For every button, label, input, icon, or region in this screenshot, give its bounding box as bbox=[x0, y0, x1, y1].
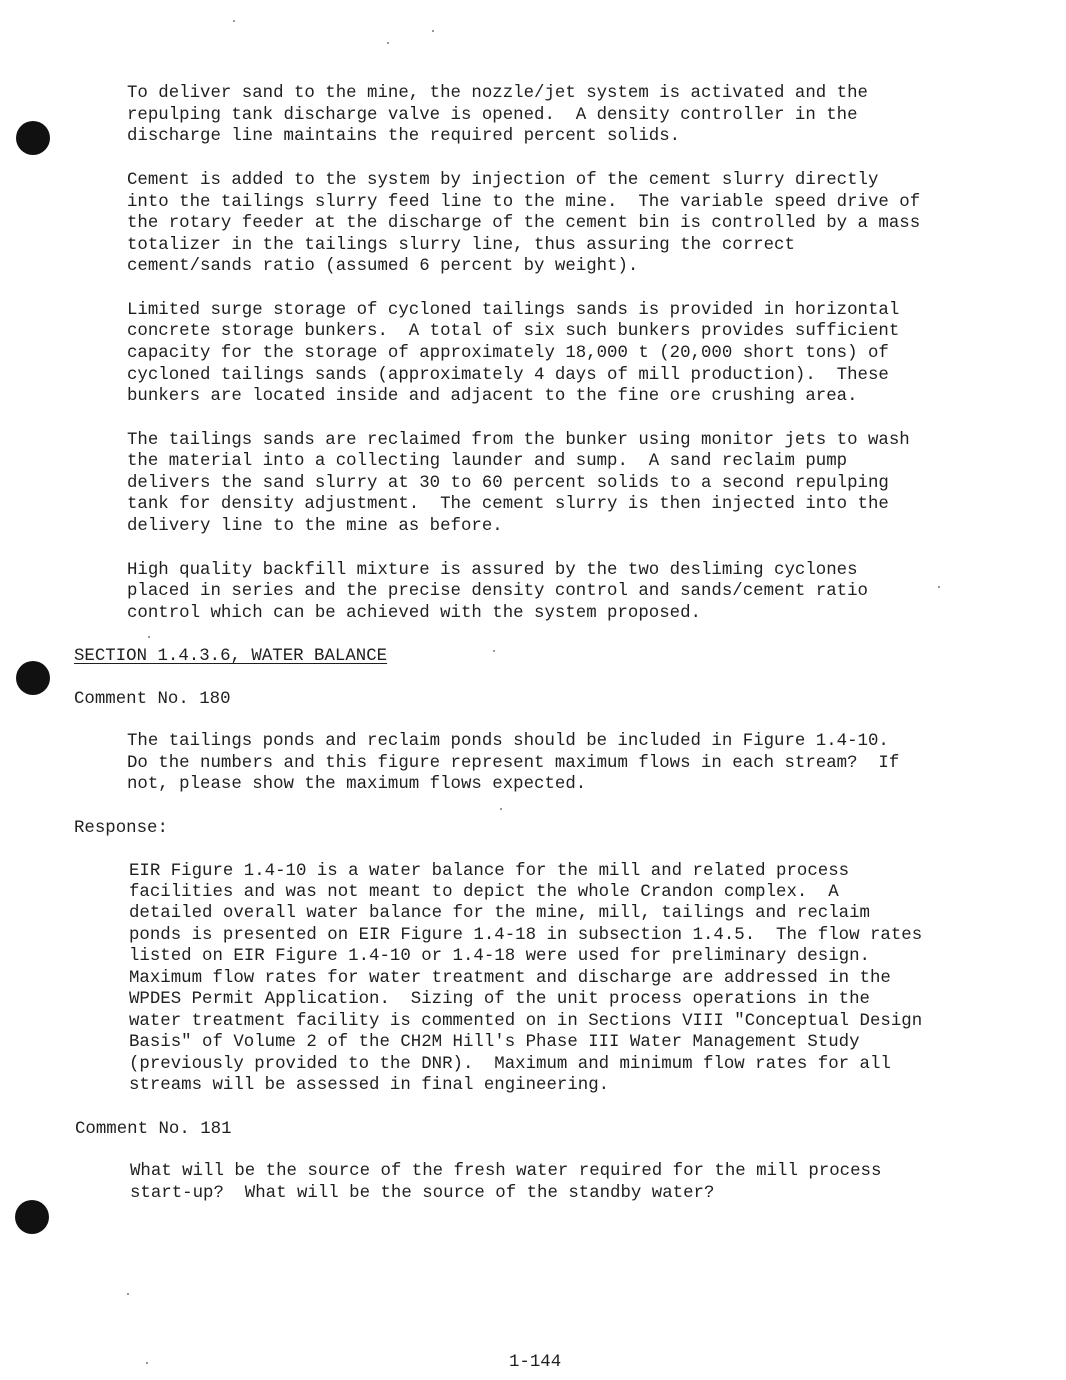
text-line: listed on EIR Figure 1.4-10 or 1.4-18 were used for preliminary design. bbox=[129, 947, 870, 966]
scan-speck bbox=[387, 42, 389, 44]
response-label: Response: bbox=[74, 819, 168, 838]
text-line: ponds is presented on EIR Figure 1.4-18 in subsection 1.4.5. The flow rates bbox=[129, 926, 923, 945]
text-line: capacity for the storage of approximately 18,000 t (20,000 short tons) of bbox=[127, 344, 889, 363]
binder-hole-middle bbox=[16, 661, 50, 695]
comment-label: Comment No. 181 bbox=[75, 1120, 232, 1139]
text-line: (previously provided to the DNR). Maximum and minimum flow rates for all bbox=[129, 1055, 891, 1074]
text-line: streams will be assessed in final engineering. bbox=[129, 1076, 610, 1095]
text-line: Basis" of Volume 2 of the CH2M Hill's Phase III Water Management Study bbox=[129, 1033, 860, 1052]
scan-speck bbox=[432, 30, 434, 32]
text-line: not, please show the maximum flows expected. bbox=[127, 775, 587, 794]
text-line: The tailings ponds and reclaim ponds should be included in Figure 1.4-10. bbox=[127, 732, 889, 751]
text-line: repulping tank discharge valve is opened. A density controller in the bbox=[127, 106, 858, 125]
text-line: discharge line maintains the required percent solids. bbox=[127, 127, 681, 146]
text-line: tank for density adjustment. The cement slurry is then injected into the bbox=[127, 495, 889, 514]
text-line: into the tailings slurry feed line to the mine. The variable speed drive of bbox=[127, 193, 921, 212]
text-line: EIR Figure 1.4-10 is a water balance for the mill and related process bbox=[129, 862, 850, 881]
text-line: facilities and was not meant to depict the whole Crandon complex. A bbox=[129, 883, 839, 902]
scan-speck bbox=[127, 1293, 129, 1295]
text-line: detailed overall water balance for the mine, mill, tailings and reclaim bbox=[129, 904, 870, 923]
text-line: the rotary feeder at the discharge of the cement bin is controlled by a mass bbox=[127, 214, 921, 233]
text-line: Do the numbers and this figure represent maximum flows in each stream? If bbox=[127, 754, 900, 773]
scan-speck bbox=[233, 20, 235, 22]
comment-label: Comment No. 180 bbox=[74, 690, 231, 709]
scan-speck bbox=[500, 808, 502, 810]
text-line: WPDES Permit Application. Sizing of the unit process operations in the bbox=[129, 990, 870, 1009]
text-line: delivers the sand slurry at 30 to 60 percent solids to a second repulping bbox=[127, 474, 889, 493]
section-heading: SECTION 1.4.3.6, WATER BALANCE bbox=[74, 647, 388, 666]
page-number: 1-144 bbox=[509, 1353, 562, 1372]
scan-speck bbox=[493, 650, 495, 652]
text-line: totalizer in the tailings slurry line, thus assuring the correct bbox=[127, 236, 795, 255]
text-line: Cement is added to the system by injection of the cement slurry directly bbox=[127, 171, 879, 190]
text-line: concrete storage bunkers. A total of six such bunkers provides sufficient bbox=[127, 322, 900, 341]
text-line: Maximum flow rates for water treatment and discharge are addressed in the bbox=[129, 969, 891, 988]
text-line: To deliver sand to the mine, the nozzle/jet system is activated and the bbox=[127, 84, 868, 103]
text-line: bunkers are located inside and adjacent to the fine ore crushing area. bbox=[127, 387, 858, 406]
text-line: Limited surge storage of cycloned tailings sands is provided in horizontal bbox=[127, 301, 900, 320]
text-line: The tailings sands are reclaimed from the bunker using monitor jets to wash bbox=[127, 431, 910, 450]
scan-speck bbox=[146, 1362, 148, 1364]
text-line: cycloned tailings sands (approximately 4 days of mill production). These bbox=[127, 366, 889, 385]
text-line: the material into a collecting launder and sump. A sand reclaim pump bbox=[127, 452, 848, 471]
binder-hole-top bbox=[16, 121, 50, 155]
text-line: cement/sands ratio (assumed 6 percent by weight). bbox=[127, 257, 639, 276]
text-line: start-up? What will be the source of the standby water? bbox=[130, 1184, 715, 1203]
text-line: What will be the source of the fresh water required for the mill process bbox=[130, 1162, 882, 1181]
text-line: water treatment facility is commented on in Sections VIII "Conceptual Design bbox=[129, 1012, 923, 1031]
binder-hole-bottom bbox=[15, 1200, 49, 1234]
text-line: delivery line to the mine as before. bbox=[127, 517, 503, 536]
scan-speck bbox=[148, 636, 150, 638]
text-line: placed in series and the precise density control and sands/cement ratio bbox=[127, 582, 868, 601]
text-line: control which can be achieved with the system proposed. bbox=[127, 604, 701, 623]
text-line: High quality backfill mixture is assured by the two desliming cyclones bbox=[127, 561, 858, 580]
scan-speck bbox=[938, 586, 940, 588]
